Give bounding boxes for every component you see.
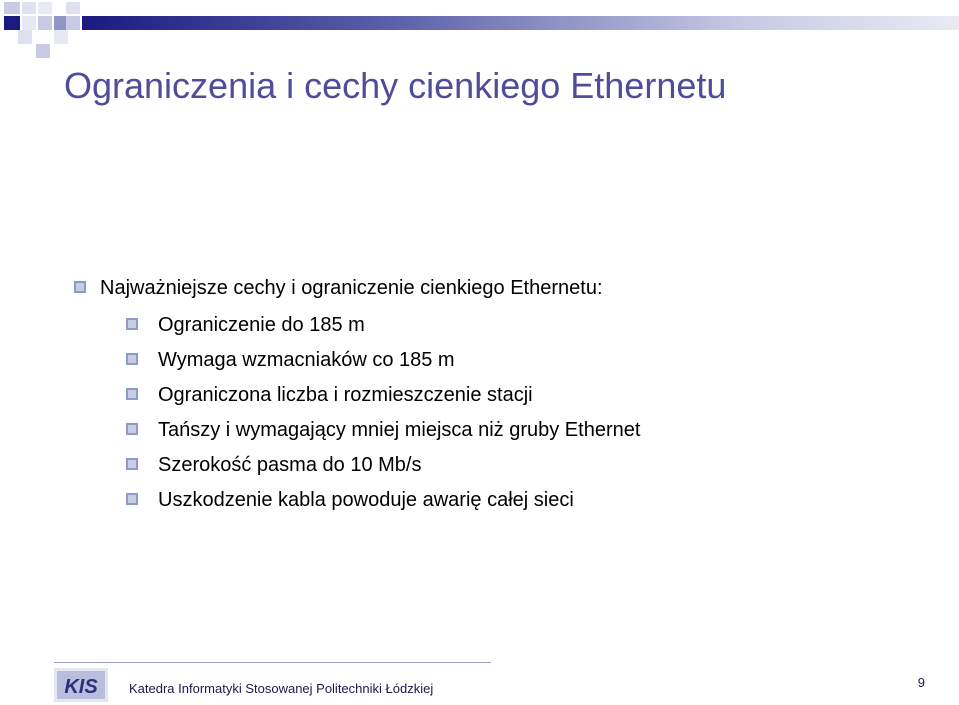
top-banner-decoration — [0, 0, 959, 60]
logo-text: KIS — [64, 676, 98, 698]
kis-logo-icon — [54, 668, 108, 702]
footer-divider — [54, 662, 491, 663]
list-item-text: Ograniczona liczba i rozmieszczenie stacji — [158, 384, 533, 406]
square-bullet-icon — [126, 493, 138, 505]
list-item — [126, 348, 455, 372]
square-bullet-icon — [126, 353, 138, 365]
square-bullet-icon — [126, 423, 138, 435]
institution-name: Katedra Informatyki Stosowanej Politechniki Łódzkiej — [129, 681, 434, 696]
list-item — [126, 488, 574, 512]
slide-title: Ograniczenia i cechy cienkiego Ethernetu — [64, 65, 727, 106]
list-item-text: Tańszy i wymagający mniej miejsca niż gruby Ethernet — [158, 419, 641, 441]
list-item — [126, 418, 640, 442]
square-bullet-icon — [126, 388, 138, 400]
intro-item — [74, 276, 603, 300]
intro-text: Najważniejsze cechy i ograniczenie cienkiego Ethernetu: — [100, 277, 603, 299]
list-item-text: Wymaga wzmacniaków co 185 m — [158, 349, 455, 371]
list-item — [126, 313, 365, 337]
page-number: 9 — [917, 675, 925, 690]
square-bullet-icon — [126, 318, 138, 330]
list-item-text: Szerokość pasma do 10 Mb/s — [158, 454, 422, 476]
list-item — [126, 383, 533, 407]
list-item — [126, 453, 421, 477]
list-item-text: Ograniczenie do 185 m — [158, 314, 365, 336]
square-bullet-icon — [126, 458, 138, 470]
square-bullet-icon — [74, 281, 86, 293]
list-item-text: Uszkodzenie kabla powoduje awarię całej sieci — [158, 489, 574, 511]
